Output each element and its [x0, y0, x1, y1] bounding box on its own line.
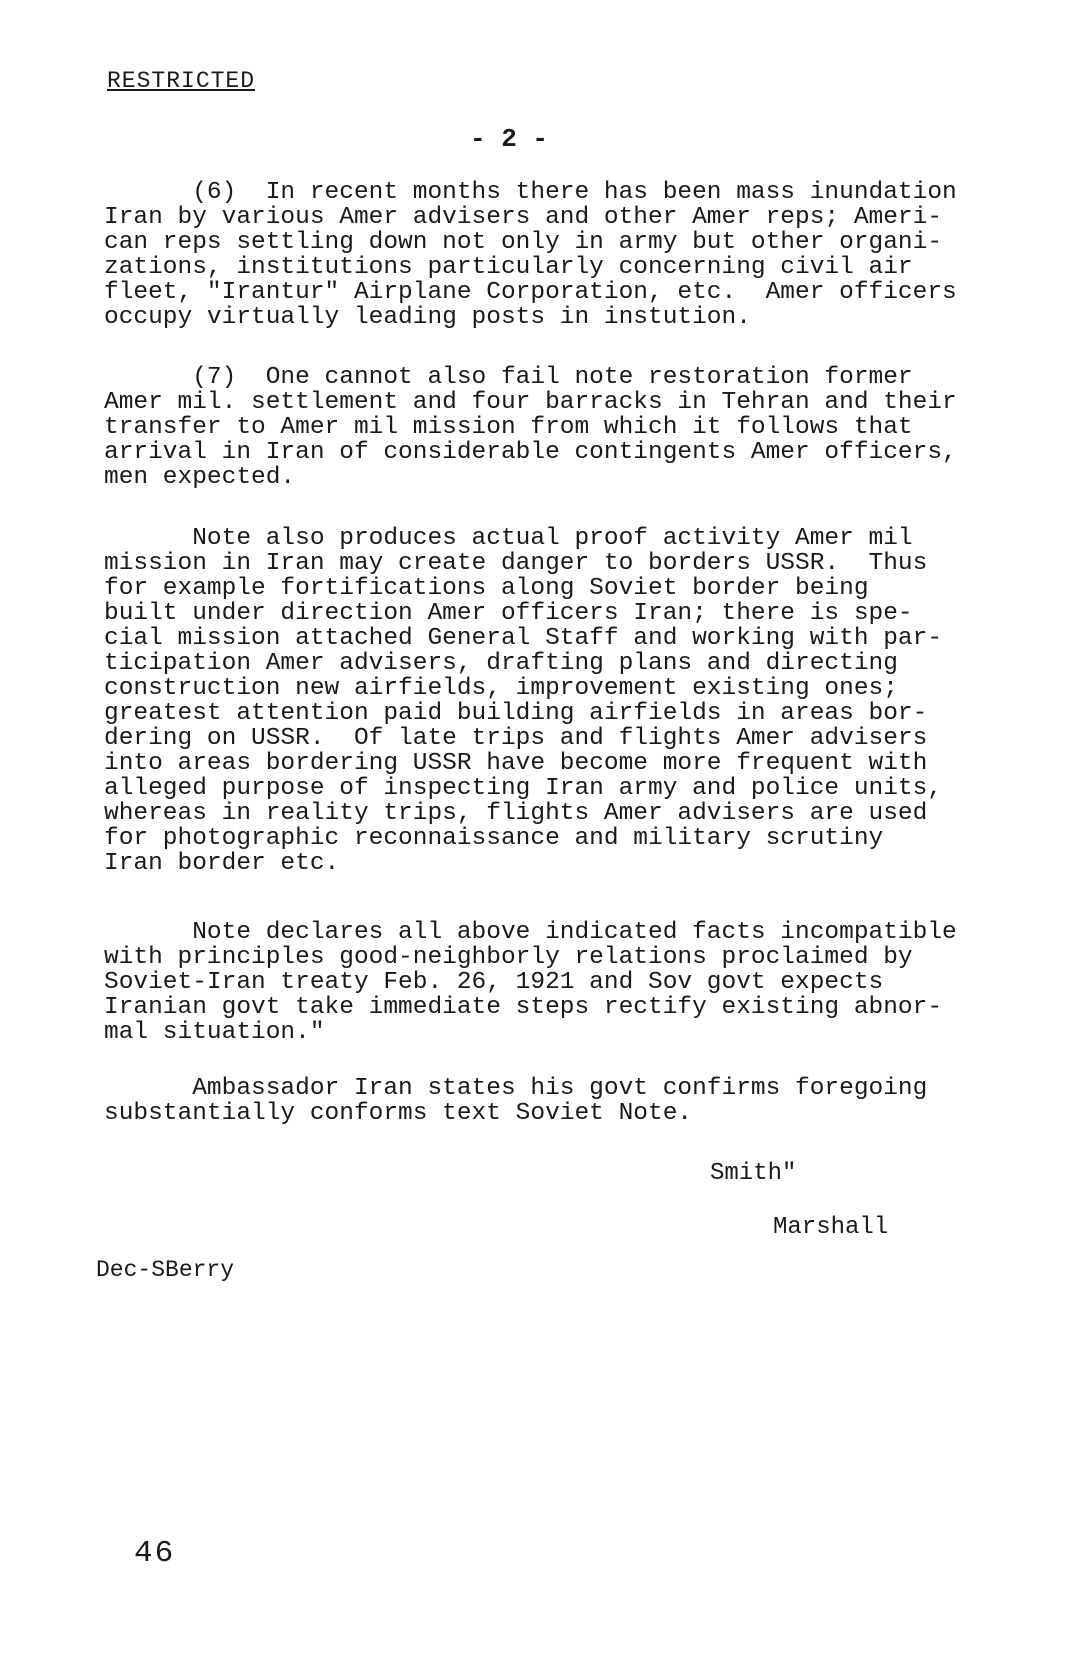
text-line: with principles good-neighborly relations proclaimed by [104, 944, 913, 971]
text-line: Iran by various Amer advisers and other Amer reps; Ameri- [104, 204, 943, 231]
text-line: mal situation." [104, 1019, 325, 1046]
text-line: Note declares all above indicated facts incompatible [104, 919, 957, 946]
drafter-line: Dec-SBerry [96, 1257, 235, 1283]
text-line: Note also produces actual proof activity Amer mil [104, 525, 913, 552]
text-line: for example fortifications along Soviet border being [104, 575, 869, 602]
text-line: zations, institutions particularly concerning civil air [104, 254, 913, 281]
text-line: Ambassador Iran states his govt confirms foregoing [104, 1075, 928, 1102]
text-line: men expected. [104, 464, 296, 491]
text-line: cial mission attached General Staff and working with par- [104, 625, 943, 652]
text-line: fleet, "Irantur" Airplane Corporation, etc. Amer officers [104, 279, 957, 306]
text-line: Soviet-Iran treaty Feb. 26, 1921 and Sov govt expects [104, 969, 884, 996]
text-line: substantially conforms text Soviet Note. [104, 1100, 693, 1127]
text-line: ticipation Amer advisers, drafting plans and directing [104, 650, 898, 677]
signature-smith: Smith" [710, 1160, 797, 1187]
text-line: (7) One cannot also fail note restoration former [104, 364, 913, 391]
paragraph-ambassador [104, 1076, 1024, 1126]
text-line: dering on USSR. Of late trips and flights Amer advisers [104, 725, 928, 752]
paragraph-note-declares [104, 920, 1024, 1045]
page-number-footer: 46 [134, 1536, 176, 1571]
paragraph-6 [104, 180, 1024, 330]
text-line: for photographic reconnaissance and military scrutiny [104, 825, 884, 852]
text-line: alleged purpose of inspecting Iran army and police units, [104, 775, 943, 802]
text-line: transfer to Amer mil mission from which it follows that [104, 414, 913, 441]
text-line: into areas bordering USSR have become more frequent with [104, 750, 928, 777]
page-number-header: - 2 - [470, 124, 549, 154]
text-line: Iran border etc. [104, 850, 340, 877]
classification-marking: RESTRICTED [107, 68, 256, 94]
text-line: greatest attention paid building airfields in areas bor- [104, 700, 928, 727]
paragraph-7 [104, 365, 1024, 490]
text-line: built under direction Amer officers Iran; there is spe- [104, 600, 913, 627]
text-line: arrival in Iran of considerable contingents Amer officers, [104, 439, 957, 466]
text-line: mission in Iran may create danger to borders USSR. Thus [104, 550, 928, 577]
text-line: whereas in reality trips, flights Amer advisers are used [104, 800, 928, 827]
text-line: (6) In recent months there has been mass inundation [104, 179, 957, 206]
paragraph-note-also [104, 526, 1024, 876]
text-line: Iranian govt take immediate steps rectify existing abnor- [104, 994, 943, 1021]
text-line: construction new airfields, improvement existing ones; [104, 675, 898, 702]
signature-marshall: Marshall [773, 1214, 889, 1241]
text-line: Amer mil. settlement and four barracks in Tehran and their [104, 389, 957, 416]
text-line: occupy virtually leading posts in instution. [104, 304, 751, 331]
text-line: can reps settling down not only in army but other organi- [104, 229, 943, 256]
